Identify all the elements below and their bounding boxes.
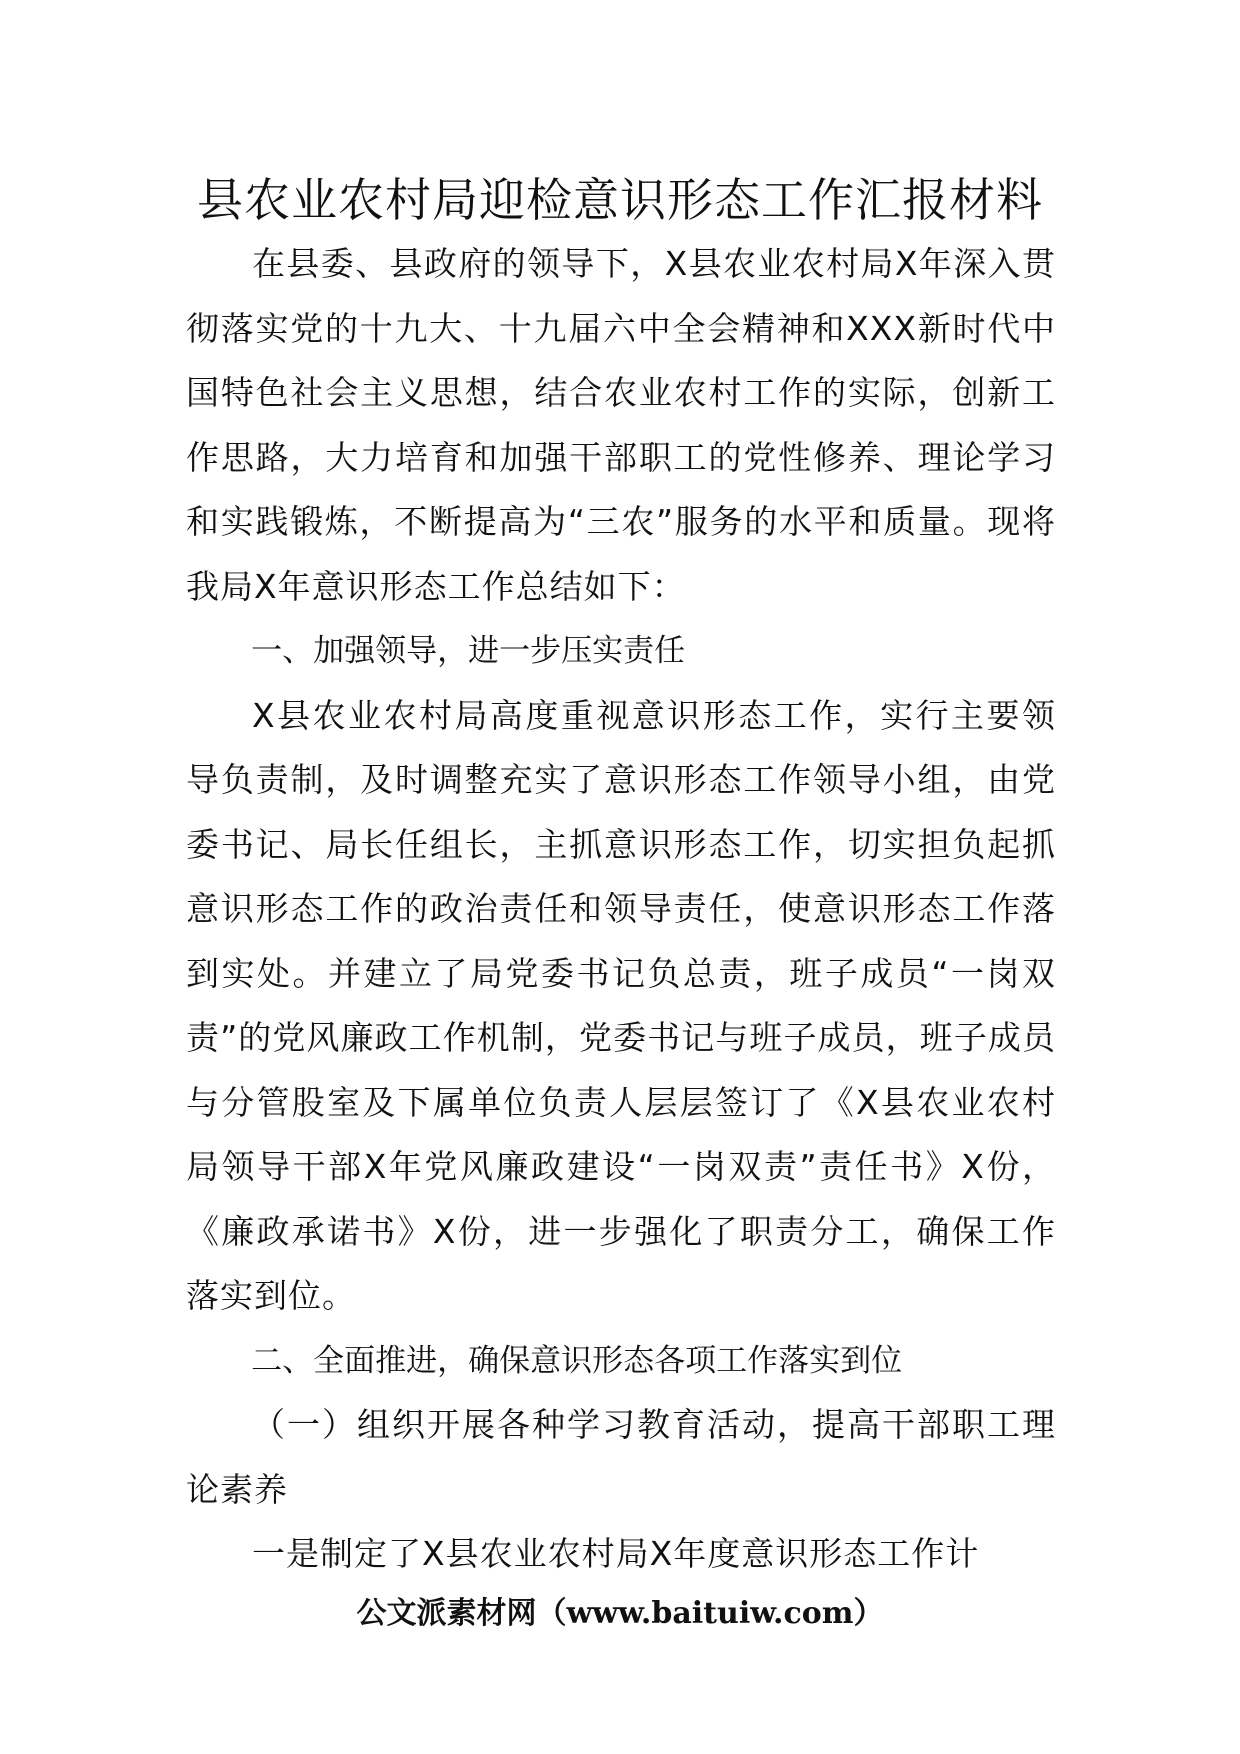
section-heading-1: 一、加强领导，进一步压实责任 xyxy=(251,633,686,669)
section-1-paragraph: X县农业农村局高度重视意识形态工作，实行主要领导负责制，及时调整充实了意识形态工作领导小组，由党委书记、局长任组长，主抓意识形态工作，切实担负起抓意识形态工作的政治责任和领导责任，使意识形态工作落到实处。并建立了局党委书记负总责，班子成员“一岗双责”的党风廉政工作机制，党委书记与班子成员，班子成员与分管股室及下属单位负责人层层签订了《X县农业农村局领导干部X年党风廉政建设“一岗双责”责任书》X份，《廉政承诺书》X份，进一步强化了职责分工，确保工作落实到位。 xyxy=(186,695,1057,1315)
section-heading-2: 二、全面推进，确保意识形态各项工作落实到位 xyxy=(251,1342,903,1379)
subsection-heading-1: （一）组织开展各种学习教育活动，提高干部职工理论素养 xyxy=(186,1405,1056,1509)
subsection-1-paragraph: 一是制定了X县农业农村局X年度意识形态工作计 xyxy=(252,1534,980,1573)
document-title: 县农业农村局迎检意识形态工作汇报材料 xyxy=(197,173,1043,227)
document-body xyxy=(186,232,1056,1587)
page-footer-watermark: 公文派素材网（www.baituiw.com） xyxy=(356,1596,884,1631)
intro-paragraph: 在县委、县政府的领导下，X县农业农村局X年深入贯彻落实党的十九大、十九届六中全会精神和XXX新时代中国特色社会主义思想，结合农业农村工作的实际，创新工作思路，大力培育和加强干部职工的党性修养、理论学习和实践锻炼，不断提高为“三农”服务的水平和质量。现将我局X年意识形态工作总结如下： xyxy=(186,244,1056,606)
